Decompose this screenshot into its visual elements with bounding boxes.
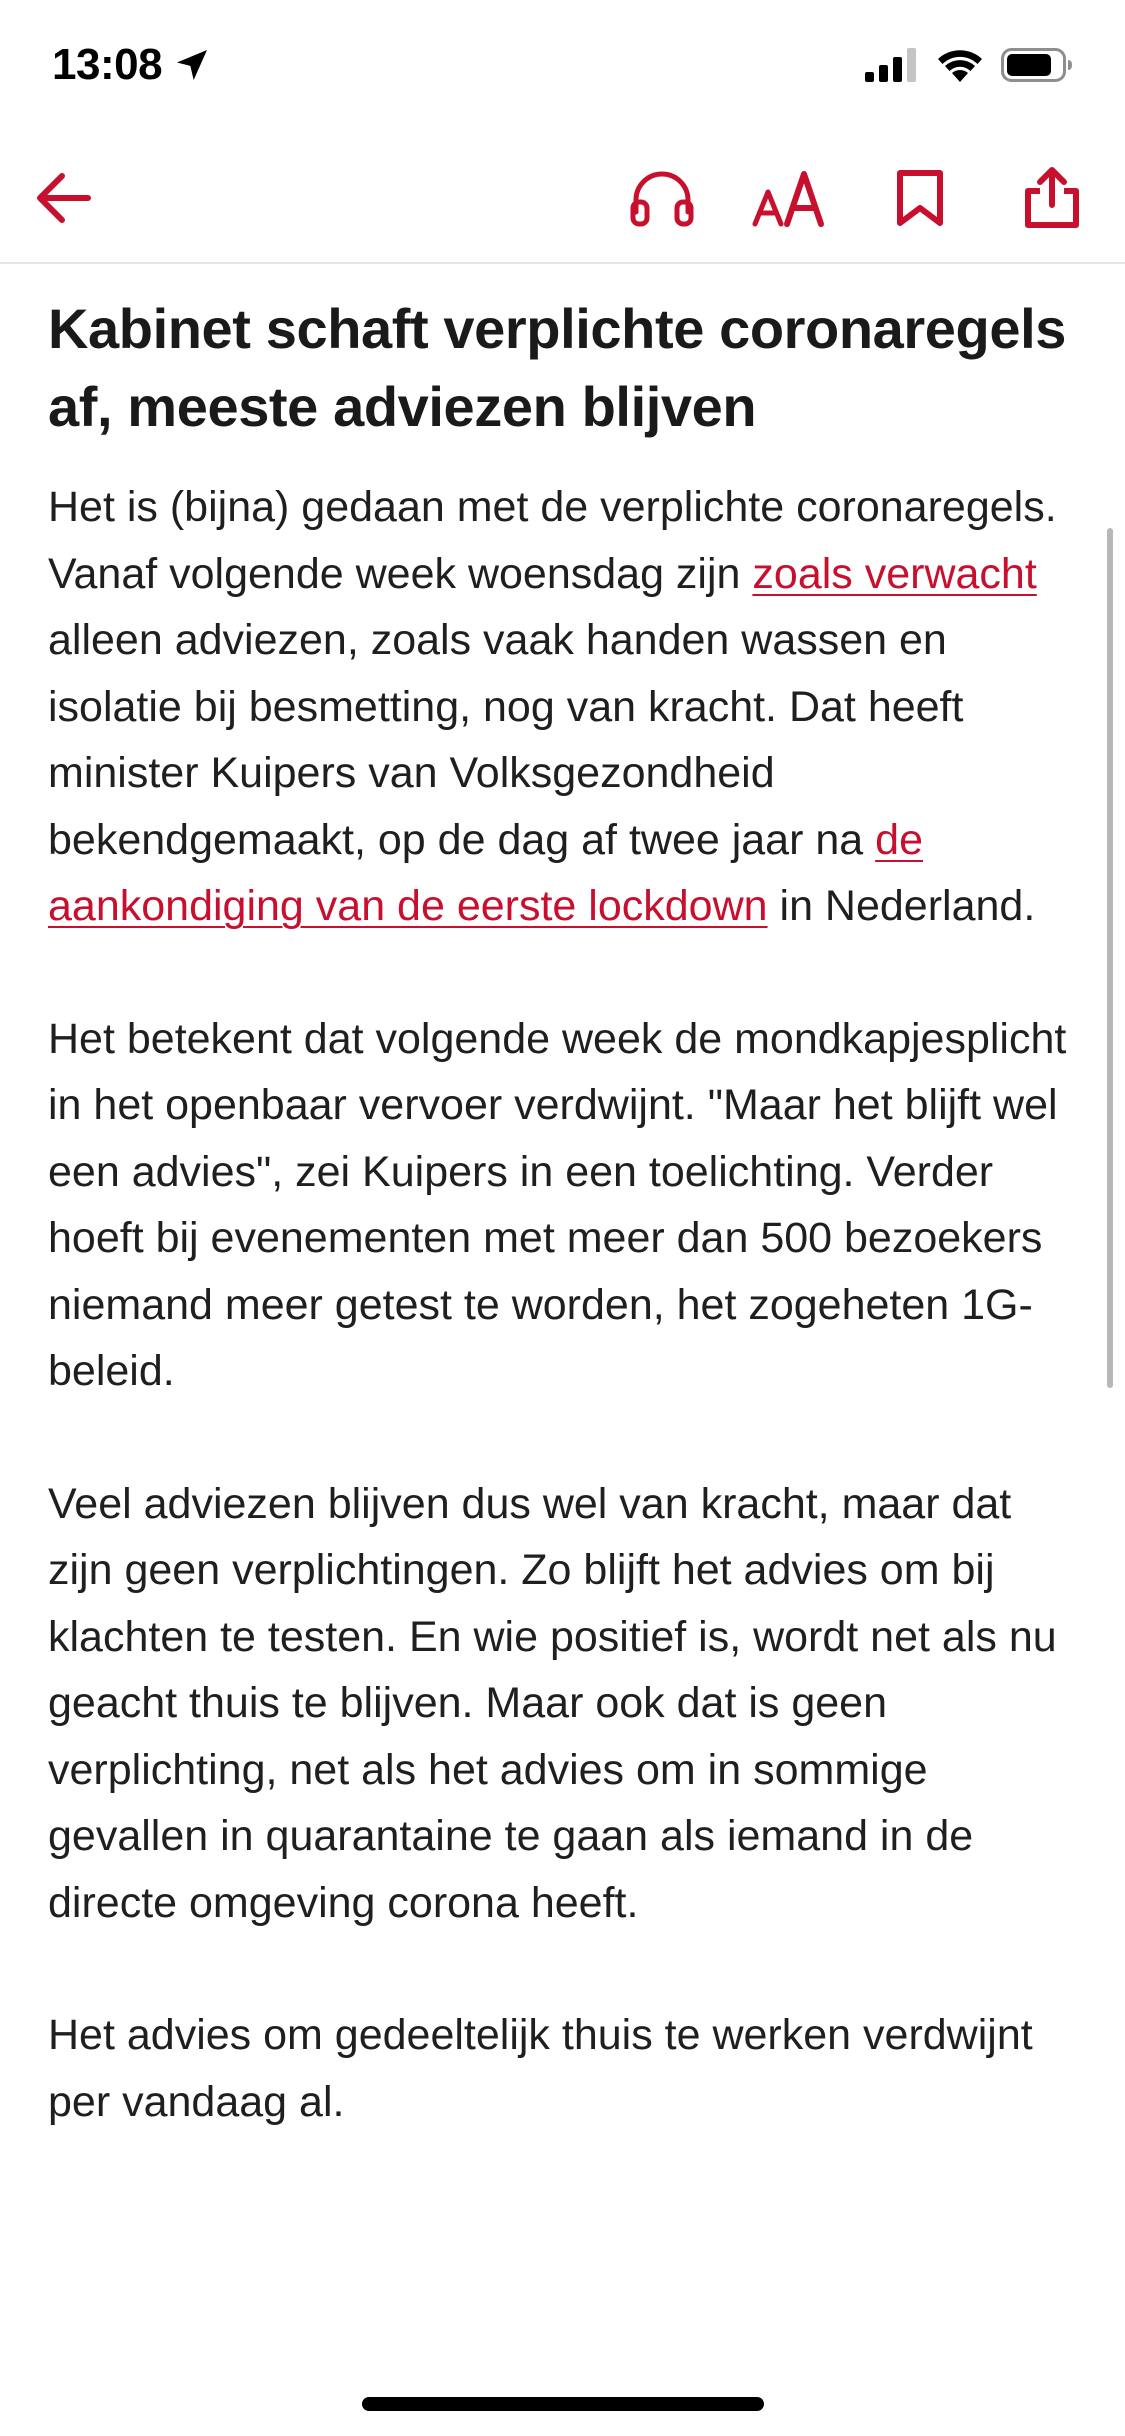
paragraph-3: Veel adviezen blijven dus wel van kracht, maar dat zijn geen verplichtingen. Zo blijft het advies om bij klachten te testen. En wie positief is, wordt net als nu geacht thuis te blijven. Maar ook dat is geen verplichting, net als het advies om in sommige gevallen in quarantaine te gaan als iemand in de directe omgeving corona heeft. <box>48 1479 1057 1927</box>
headphones-icon <box>628 168 696 228</box>
bookmark-icon <box>894 167 946 229</box>
link-aankondiging-eerste-lockdown[interactable]: de aankondiging van de eerste lockdown <box>48 815 923 930</box>
battery-icon <box>1001 48 1073 82</box>
share-icon <box>1020 165 1084 231</box>
paragraph-1-text-a: Het is (bijna) gedaan met de verplichte coronaregels. Vanaf volgende week woensdag zijn <box>48 483 1057 598</box>
article-title: Kabinet schaft verplichte coronaregels af, meeste adviezen blijven <box>48 297 1067 438</box>
back-arrow-icon <box>34 170 94 226</box>
text-size-icon <box>751 168 827 228</box>
home-indicator[interactable] <box>362 2397 764 2411</box>
location-arrow-icon <box>172 45 212 85</box>
paragraph-1 <box>48 474 1078 940</box>
paragraph-2: Het betekent dat volgende week de mondkapjesplicht in het openbaar vervoer verdwijnt. "Maar het blijft wel een advies", zei Kuipers in een toelichting. Verder hoeft bij evenementen met meer dan 500 bezoekers niemand meer getest te worden, het zogeheten 1G-beleid. <box>48 1014 1067 1395</box>
scrollbar[interactable] <box>1107 528 1113 1388</box>
back-button[interactable] <box>20 154 108 242</box>
link-zoals-verwacht[interactable]: zoals verwacht <box>752 549 1037 598</box>
paragraph-1-text-b: alleen adviezen, zoals vaak handen wassen en isolatie bij besmetting, nog van kracht. Dat heeft minister Kuipers van Volksgezondheid bekendgemaakt, op de dag af twee jaar na <box>48 616 964 864</box>
clock: 13:08 <box>52 40 163 89</box>
wifi-icon <box>937 48 983 82</box>
listen-button[interactable] <box>618 154 706 242</box>
bookmark-button[interactable] <box>876 154 964 242</box>
article-toolbar <box>0 132 1125 264</box>
status-bar <box>0 0 1125 132</box>
paragraph-4: Het advies om gedeeltelijk thuis te werken verdwijnt per vandaag al. <box>48 2011 1033 2126</box>
cellular-signal-icon <box>865 48 919 82</box>
text-size-button[interactable] <box>745 154 833 242</box>
share-button[interactable] <box>1008 154 1096 242</box>
paragraph-1-text-c: in Nederland. <box>767 882 1036 930</box>
status-icons <box>865 48 1073 82</box>
status-time <box>52 40 212 90</box>
article-body <box>48 290 1078 2201</box>
